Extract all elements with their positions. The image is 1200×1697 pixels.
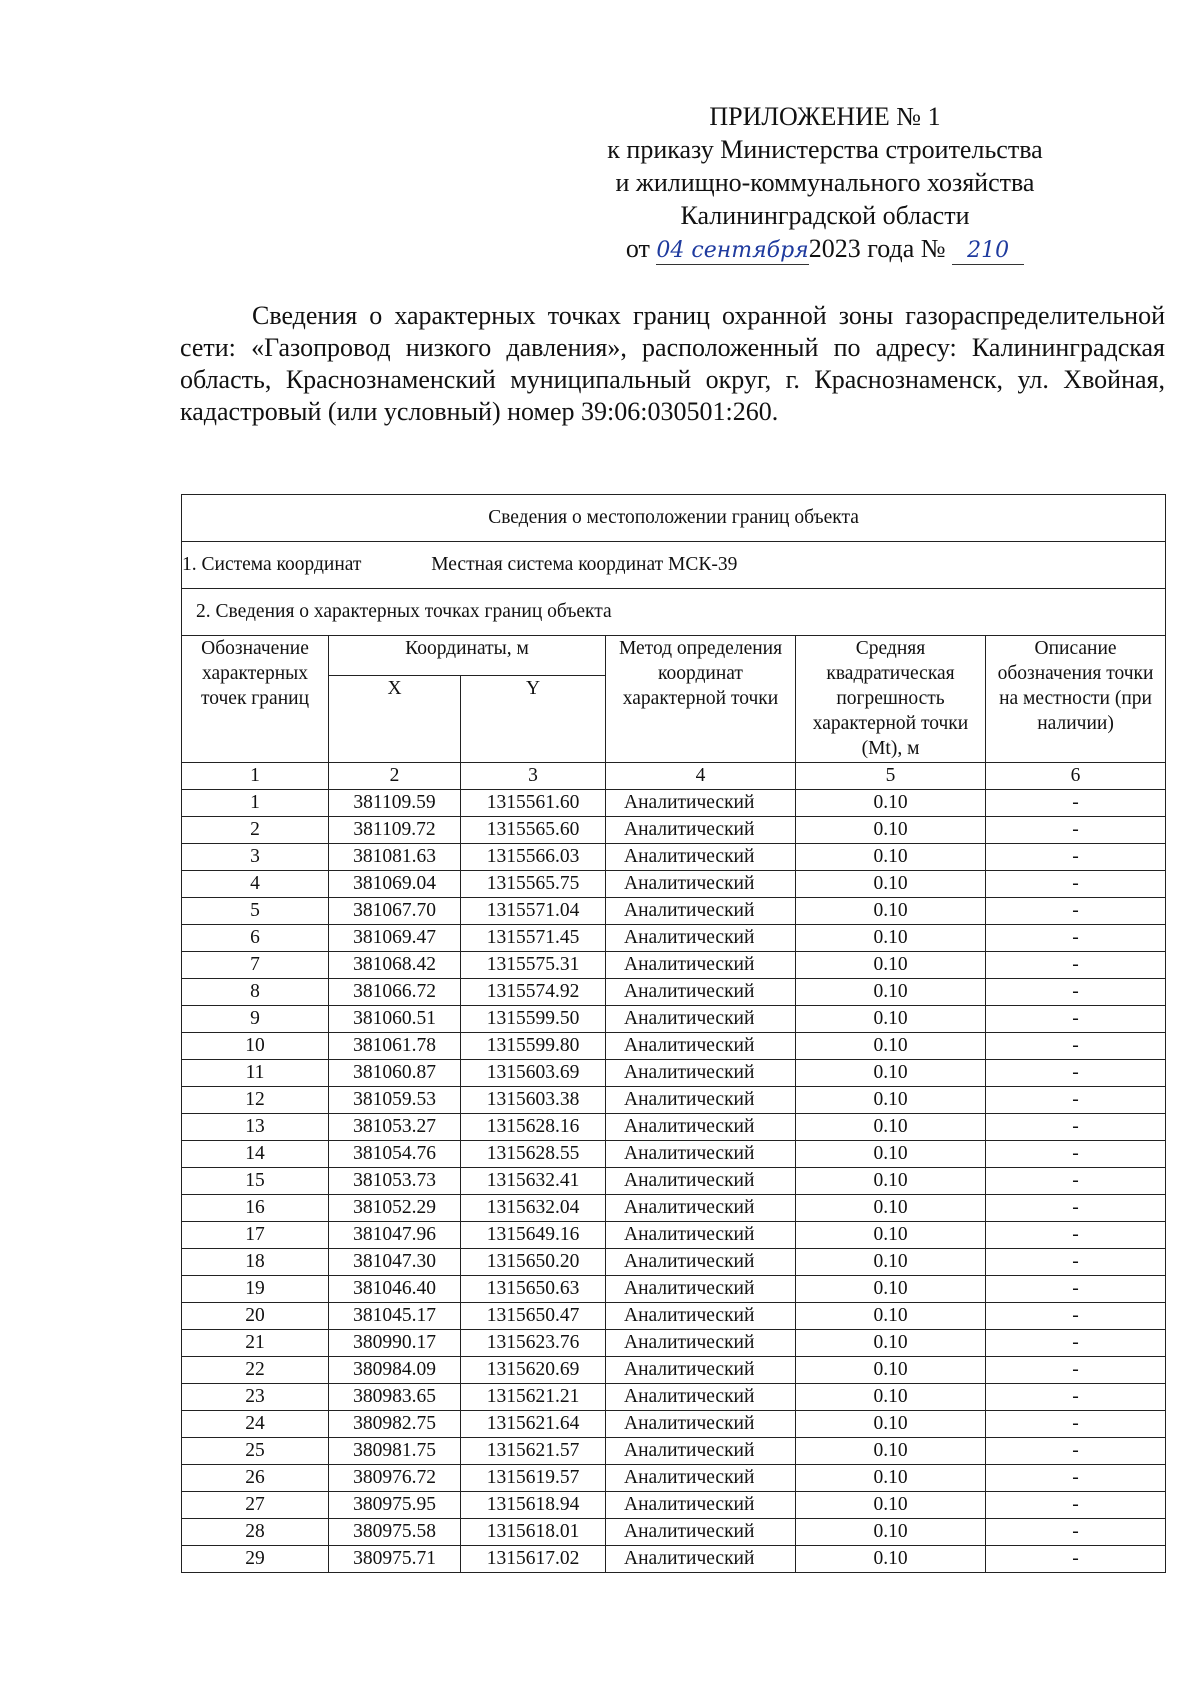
point-number: 2 [182, 817, 329, 844]
description: - [986, 1492, 1166, 1519]
table-row [182, 925, 1166, 952]
table-row [182, 1519, 1166, 1546]
description: - [986, 1519, 1166, 1546]
order-line-3: Калининградской области [680, 201, 970, 230]
coord-y: 1315628.55 [461, 1141, 606, 1168]
error-value: 0.10 [796, 1195, 986, 1222]
error-value: 0.10 [796, 1060, 986, 1087]
coordinate-system-row [182, 542, 1166, 589]
description: - [986, 952, 1166, 979]
coord-x: 381059.53 [329, 1087, 461, 1114]
method: Аналитический [606, 1087, 796, 1114]
coord-y: 1315561.60 [461, 790, 606, 817]
error-value: 0.10 [796, 1276, 986, 1303]
table-row [182, 1357, 1166, 1384]
description: - [986, 1411, 1166, 1438]
description: - [986, 1033, 1166, 1060]
boundary-points-table [181, 494, 1166, 1573]
point-number: 25 [182, 1438, 329, 1465]
coord-x: 381053.73 [329, 1168, 461, 1195]
coord-y: 1315620.69 [461, 1357, 606, 1384]
header-x: X [329, 675, 461, 762]
method: Аналитический [606, 1438, 796, 1465]
table-row [182, 1492, 1166, 1519]
header-error: Средняя квадратическая погрешность характерной точки (Mt), м [796, 636, 986, 763]
table-row [182, 1006, 1166, 1033]
appendix-header [560, 100, 1090, 265]
error-value: 0.10 [796, 844, 986, 871]
method: Аналитический [606, 871, 796, 898]
point-number: 16 [182, 1195, 329, 1222]
coord-x: 381066.72 [329, 979, 461, 1006]
table-row [182, 790, 1166, 817]
order-date-line [560, 232, 1090, 265]
table-row [182, 1384, 1166, 1411]
header-point: Обозначение характерных точек границ [182, 636, 329, 763]
coord-x: 380975.58 [329, 1519, 461, 1546]
method: Аналитический [606, 1465, 796, 1492]
description: - [986, 1330, 1166, 1357]
coord-x: 381060.87 [329, 1060, 461, 1087]
table-row [182, 871, 1166, 898]
header-coords: Координаты, м [329, 636, 606, 676]
method: Аналитический [606, 898, 796, 925]
point-number: 4 [182, 871, 329, 898]
method: Аналитический [606, 1141, 796, 1168]
error-value: 0.10 [796, 1357, 986, 1384]
coord-x: 381069.47 [329, 925, 461, 952]
table-row [182, 952, 1166, 979]
coord-y: 1315619.57 [461, 1465, 606, 1492]
point-number: 9 [182, 1006, 329, 1033]
description: - [986, 1303, 1166, 1330]
date-blank [656, 236, 808, 265]
coord-y: 1315571.04 [461, 898, 606, 925]
method: Аналитический [606, 844, 796, 871]
coord-y: 1315603.38 [461, 1087, 606, 1114]
point-number: 19 [182, 1276, 329, 1303]
coord-x: 381109.72 [329, 817, 461, 844]
error-value: 0.10 [796, 1492, 986, 1519]
point-number: 7 [182, 952, 329, 979]
description: - [986, 1546, 1166, 1573]
description: - [986, 979, 1166, 1006]
method: Аналитический [606, 1546, 796, 1573]
coord-x: 380975.71 [329, 1546, 461, 1573]
coord-y: 1315623.76 [461, 1330, 606, 1357]
coord-y: 1315599.50 [461, 1006, 606, 1033]
coord-x: 381069.04 [329, 871, 461, 898]
handwritten-date: 04 сентября [656, 238, 809, 263]
coord-x: 381109.59 [329, 790, 461, 817]
error-value: 0.10 [796, 1465, 986, 1492]
description: - [986, 1060, 1166, 1087]
point-number: 5 [182, 898, 329, 925]
method: Аналитический [606, 1303, 796, 1330]
error-value: 0.10 [796, 1168, 986, 1195]
point-number: 12 [182, 1087, 329, 1114]
coordinate-system-label: 1. Система координат [182, 554, 362, 575]
table-row [182, 1546, 1166, 1573]
point-number: 26 [182, 1465, 329, 1492]
col-number: 2 [329, 763, 461, 790]
table-row [182, 1465, 1166, 1492]
point-number: 1 [182, 790, 329, 817]
col-number: 3 [461, 763, 606, 790]
point-number: 21 [182, 1330, 329, 1357]
coord-x: 381060.51 [329, 1006, 461, 1033]
coord-x: 380975.95 [329, 1492, 461, 1519]
point-number: 3 [182, 844, 329, 871]
table-row [182, 1168, 1166, 1195]
error-value: 0.10 [796, 790, 986, 817]
table-row [182, 1411, 1166, 1438]
point-number: 17 [182, 1222, 329, 1249]
coord-y: 1315650.47 [461, 1303, 606, 1330]
coord-x: 381046.40 [329, 1276, 461, 1303]
table-row [182, 1249, 1166, 1276]
error-value: 0.10 [796, 952, 986, 979]
error-value: 0.10 [796, 898, 986, 925]
error-value: 0.10 [796, 1519, 986, 1546]
point-number: 29 [182, 1546, 329, 1573]
description: - [986, 1438, 1166, 1465]
method: Аналитический [606, 979, 796, 1006]
error-value: 0.10 [796, 1006, 986, 1033]
description: - [986, 1249, 1166, 1276]
coord-x: 381067.70 [329, 898, 461, 925]
description: - [986, 1087, 1166, 1114]
method: Аналитический [606, 1330, 796, 1357]
table-row [182, 817, 1166, 844]
description: - [986, 1141, 1166, 1168]
coord-x: 381047.30 [329, 1249, 461, 1276]
table-row [182, 1195, 1166, 1222]
error-value: 0.10 [796, 1438, 986, 1465]
coord-y: 1315628.16 [461, 1114, 606, 1141]
table-title-row [182, 495, 1166, 542]
method: Аналитический [606, 817, 796, 844]
coord-y: 1315617.02 [461, 1546, 606, 1573]
table-row [182, 1303, 1166, 1330]
coord-x: 381081.63 [329, 844, 461, 871]
description: - [986, 1168, 1166, 1195]
error-value: 0.10 [796, 925, 986, 952]
method: Аналитический [606, 1195, 796, 1222]
error-value: 0.10 [796, 871, 986, 898]
col-number: 6 [986, 763, 1166, 790]
header-row-1 [182, 636, 1166, 676]
coord-y: 1315618.94 [461, 1492, 606, 1519]
coord-x: 380983.65 [329, 1384, 461, 1411]
coord-x: 381061.78 [329, 1033, 461, 1060]
date-prefix: от [625, 234, 650, 263]
table-row [182, 844, 1166, 871]
table-row [182, 1222, 1166, 1249]
table-row [182, 1141, 1166, 1168]
error-value: 0.10 [796, 1087, 986, 1114]
method: Аналитический [606, 1168, 796, 1195]
method: Аналитический [606, 1222, 796, 1249]
coord-x: 380984.09 [329, 1357, 461, 1384]
point-number: 15 [182, 1168, 329, 1195]
description: - [986, 1465, 1166, 1492]
table-row [182, 1060, 1166, 1087]
coord-y: 1315575.31 [461, 952, 606, 979]
table-row [182, 1276, 1166, 1303]
description: - [986, 1384, 1166, 1411]
error-value: 0.10 [796, 817, 986, 844]
coord-y: 1315650.63 [461, 1276, 606, 1303]
description: - [986, 844, 1166, 871]
point-number: 11 [182, 1060, 329, 1087]
description: - [986, 898, 1166, 925]
error-value: 0.10 [796, 1303, 986, 1330]
coord-y: 1315649.16 [461, 1222, 606, 1249]
description: - [986, 1357, 1166, 1384]
point-number: 23 [182, 1384, 329, 1411]
appendix-title: ПРИЛОЖЕНИЕ № 1 [709, 102, 941, 131]
order-line-1: к приказу Министерства строительства [607, 135, 1043, 164]
point-number: 6 [182, 925, 329, 952]
error-value: 0.10 [796, 1033, 986, 1060]
method: Аналитический [606, 1276, 796, 1303]
error-value: 0.10 [796, 1384, 986, 1411]
point-number: 22 [182, 1357, 329, 1384]
point-number: 10 [182, 1033, 329, 1060]
coord-x: 381054.76 [329, 1141, 461, 1168]
header-y: Y [461, 675, 606, 762]
method: Аналитический [606, 1006, 796, 1033]
coordinate-system-value: Местная система координат МСК-39 [431, 554, 738, 575]
point-number: 8 [182, 979, 329, 1006]
method: Аналитический [606, 1384, 796, 1411]
description: - [986, 871, 1166, 898]
method: Аналитический [606, 925, 796, 952]
point-number: 14 [182, 1141, 329, 1168]
point-number: 24 [182, 1411, 329, 1438]
point-number: 18 [182, 1249, 329, 1276]
coord-y: 1315565.60 [461, 817, 606, 844]
coord-y: 1315565.75 [461, 871, 606, 898]
coord-x: 381047.96 [329, 1222, 461, 1249]
coord-x: 380990.17 [329, 1330, 461, 1357]
coord-y: 1315621.21 [461, 1384, 606, 1411]
description: - [986, 1222, 1166, 1249]
coord-y: 1315632.41 [461, 1168, 606, 1195]
error-value: 0.10 [796, 1330, 986, 1357]
header-method: Метод определения координат характерной точки [606, 636, 796, 763]
description: - [986, 925, 1166, 952]
point-number: 20 [182, 1303, 329, 1330]
coord-x: 381068.42 [329, 952, 461, 979]
coord-y: 1315603.69 [461, 1060, 606, 1087]
error-value: 0.10 [796, 1222, 986, 1249]
description: - [986, 1114, 1166, 1141]
method: Аналитический [606, 1492, 796, 1519]
col-number: 4 [606, 763, 796, 790]
point-number: 27 [182, 1492, 329, 1519]
table-row [182, 1330, 1166, 1357]
table-row [182, 1087, 1166, 1114]
coord-y: 1315599.80 [461, 1033, 606, 1060]
coord-x: 380976.72 [329, 1465, 461, 1492]
description: - [986, 790, 1166, 817]
coord-y: 1315621.64 [461, 1411, 606, 1438]
table-row [182, 979, 1166, 1006]
table-row [182, 1033, 1166, 1060]
table-row [182, 1114, 1166, 1141]
error-value: 0.10 [796, 1411, 986, 1438]
coord-y: 1315650.20 [461, 1249, 606, 1276]
point-number: 28 [182, 1519, 329, 1546]
method: Аналитический [606, 1249, 796, 1276]
error-value: 0.10 [796, 979, 986, 1006]
description: - [986, 1006, 1166, 1033]
section-2-title: 2. Сведения о характерных точках границ объекта [182, 589, 1166, 636]
coord-y: 1315618.01 [461, 1519, 606, 1546]
method: Аналитический [606, 790, 796, 817]
method: Аналитический [606, 952, 796, 979]
coord-y: 1315632.04 [461, 1195, 606, 1222]
column-numbers-row [182, 763, 1166, 790]
table-row [182, 1438, 1166, 1465]
number-blank [952, 236, 1024, 265]
error-value: 0.10 [796, 1141, 986, 1168]
point-number: 13 [182, 1114, 329, 1141]
coord-x: 380982.75 [329, 1411, 461, 1438]
description: - [986, 817, 1166, 844]
intro-paragraph: Сведения о характерных точках границ охранной зоны газораспределительной сети: «Газопровод низкого давления», расположенный по адресу: Калининградская область, Краснознаменский муниципальный округ, г. Краснознаменск, ул. Хвойная, кадастровый (или условный) номер 39:06:030501:260. [180, 301, 1165, 426]
coord-x: 380981.75 [329, 1438, 461, 1465]
table-row [182, 898, 1166, 925]
method: Аналитический [606, 1357, 796, 1384]
method: Аналитический [606, 1114, 796, 1141]
date-suffix: 2023 года № [808, 234, 946, 263]
method: Аналитический [606, 1519, 796, 1546]
error-value: 0.10 [796, 1114, 986, 1141]
coord-x: 381053.27 [329, 1114, 461, 1141]
handwritten-number: 210 [967, 238, 1010, 263]
header-description: Описание обозначения точки на местности (при наличии) [986, 636, 1166, 763]
error-value: 0.10 [796, 1249, 986, 1276]
col-number: 1 [182, 763, 329, 790]
coord-y: 1315566.03 [461, 844, 606, 871]
method: Аналитический [606, 1033, 796, 1060]
coord-x: 381045.17 [329, 1303, 461, 1330]
section-2-row [182, 589, 1166, 636]
col-number: 5 [796, 763, 986, 790]
table-title: Сведения о местоположении границ объекта [182, 495, 1166, 542]
method: Аналитический [606, 1411, 796, 1438]
coord-y: 1315571.45 [461, 925, 606, 952]
method: Аналитический [606, 1060, 796, 1087]
description: - [986, 1276, 1166, 1303]
error-value: 0.10 [796, 1546, 986, 1573]
description: - [986, 1195, 1166, 1222]
coord-x: 381052.29 [329, 1195, 461, 1222]
coord-y: 1315621.57 [461, 1438, 606, 1465]
order-line-2: и жилищно-коммунального хозяйства [615, 168, 1035, 197]
coord-y: 1315574.92 [461, 979, 606, 1006]
